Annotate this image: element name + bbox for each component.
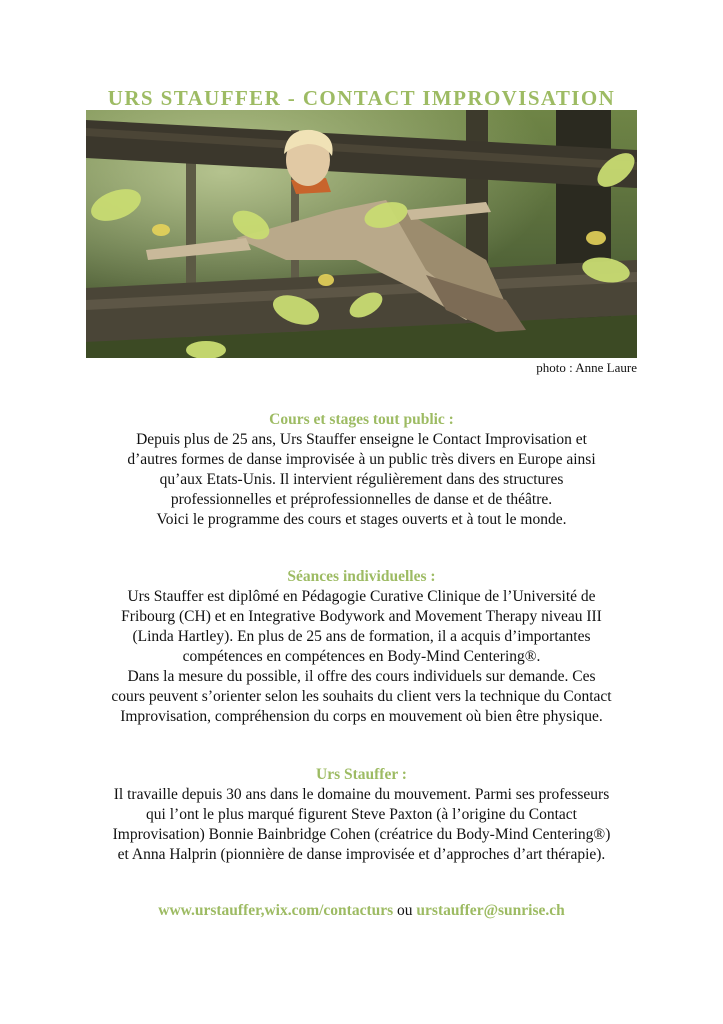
paragraph-line: (Linda Hartley). En plus de 25 ans de formation, il a acquis d’importantes (132, 628, 591, 645)
website-link[interactable]: www.urstauffer,wix.com/contacturs (158, 902, 394, 919)
section-individual-sessions (60, 567, 663, 727)
section-heading: Séances individuelles : (287, 568, 436, 585)
dancer-in-forest-image (86, 110, 637, 358)
paragraph-line: Dans la mesure du possible, il offre des cours individuels sur demande. Ces (127, 668, 596, 685)
paragraph-line: professionnelles et préprofessionnelles de danse et de théâtre. (170, 491, 553, 508)
paragraph-line: cours peuvent s’orienter selon les souhaits du client vers la technique du Contact (111, 688, 612, 705)
section-heading: Urs Stauffer : (316, 766, 407, 783)
paragraph-line: Fribourg (CH) et en Integrative Bodywork and Movement Therapy niveau III (121, 608, 602, 625)
section-public-courses (60, 410, 663, 530)
paragraph-line: Urs Stauffer est diplômé en Pédagogie Curative Clinique de l’Université de (127, 588, 596, 605)
paragraph-line: Improvisation, compréhension du corps en mouvement où bien être physique. (120, 708, 603, 725)
email-link[interactable]: urstauffer@sunrise.ch (416, 902, 565, 919)
paragraph-line: Depuis plus de 25 ans, Urs Stauffer enseigne le Contact Improvisation et (136, 431, 587, 448)
paragraph-line: Voici le programme des cours et stages ouverts et à tout le monde. (156, 511, 567, 528)
contact-line (0, 902, 723, 920)
contact-separator: ou (397, 902, 413, 919)
page-title: URS STAUFFER - CONTACT IMPROVISATION (107, 86, 616, 110)
paragraph-line: et Anna Halprin (pionnière de danse improvisée et d’approches d’art thérapie). (117, 846, 606, 863)
section-heading: Cours et stages tout public : (269, 411, 454, 428)
hero-photo (86, 110, 637, 358)
paragraph-line: qui l’ont le plus marqué figurent Steve Paxton (à l’origine du Contact (146, 806, 577, 823)
paragraph-line: compétences en compétences en Body-Mind Centering®. (182, 648, 541, 665)
paragraph-line: qu’aux Etats-Unis. Il intervient régulièrement dans des structures (159, 471, 564, 488)
paragraph-line: Improvisation) Bonnie Bainbridge Cohen (créatrice du Body-Mind Centering®) (112, 826, 611, 843)
photo-credit: photo : Anne Laure (536, 360, 637, 375)
paragraph-line: d’autres formes de danse improvisée à un public très divers en Europe ainsi (127, 451, 596, 468)
paragraph-line: Il travaille depuis 30 ans dans le domaine du mouvement. Parmi ses professeurs (113, 786, 610, 803)
section-biography (60, 765, 663, 865)
